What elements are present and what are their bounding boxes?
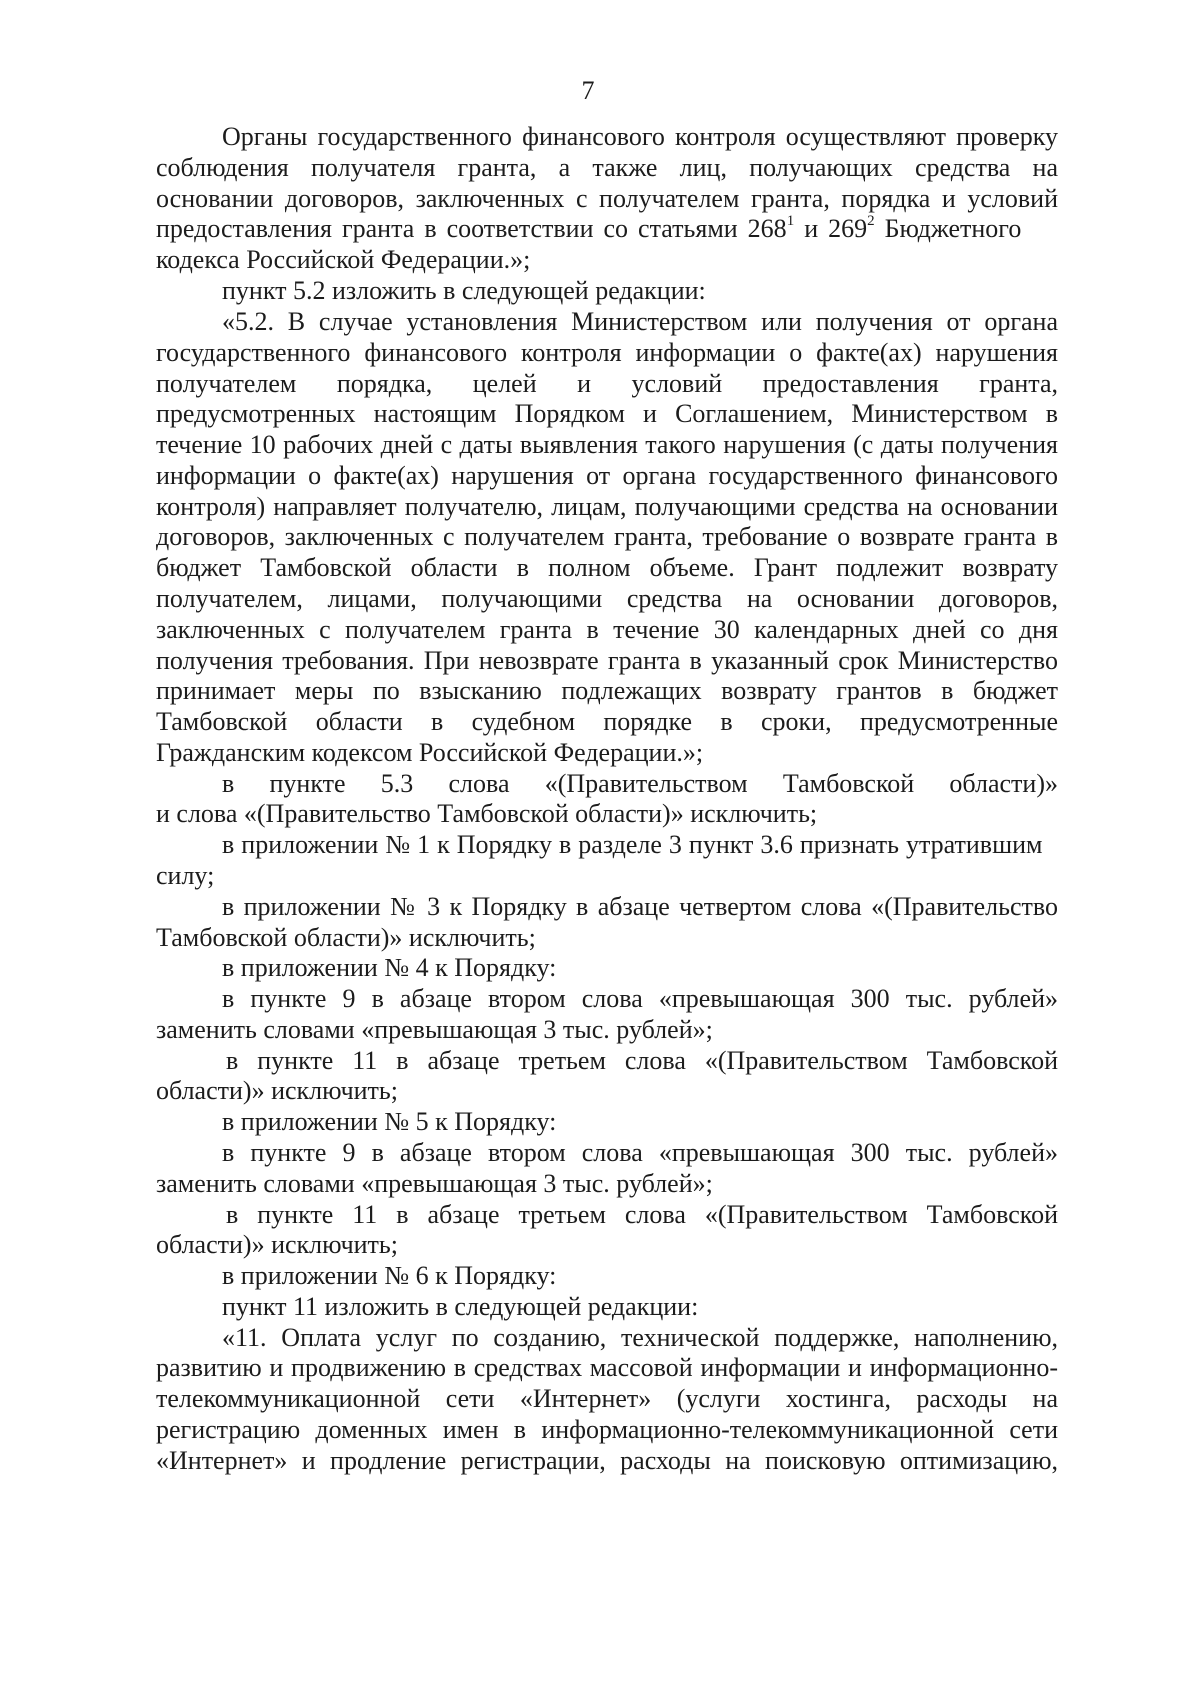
text-line: предусмотренных настоящим Порядком и Соглашением, Министерством в bbox=[156, 399, 1058, 428]
text-line: информации о факте(ах) нарушения от органа государственного финансового bbox=[156, 461, 1058, 490]
text-line: в приложении № 1 к Порядку в разделе 3 пункт 3.6 признать утратившим bbox=[222, 830, 1043, 859]
text-line: в приложении № 3 к Порядку в абзаце четвертом слова «(Правительство bbox=[222, 892, 1058, 921]
text-line: Тамбовской области в судебном порядке в сроки, предусмотренные bbox=[156, 707, 1058, 736]
text-line: в приложении № 4 к Порядку: bbox=[222, 953, 557, 982]
text-line: в пункте 11 в абзаце третьем слова «(Правительством Тамбовской bbox=[226, 1200, 1058, 1229]
text-line: получателем, лицами, получающими средства на основании договоров, bbox=[156, 584, 1058, 613]
text-line: в пункте 11 в абзаце третьем слова «(Правительством Тамбовской bbox=[226, 1046, 1058, 1075]
text-line: «Интернет» и продление регистрации, расходы на поисковую оптимизацию, bbox=[156, 1446, 1058, 1475]
text-line: контроля) направляет получателю, лицам, получающими средства на основании bbox=[156, 492, 1058, 521]
superscript: 2 bbox=[867, 214, 875, 230]
text-line: развитию и продвижению в средствах массовой информации и информационно- bbox=[156, 1353, 1058, 1382]
text-line: Тамбовской области)» исключить; bbox=[156, 923, 536, 952]
text-line: кодекса Российской Федерации.»; bbox=[156, 245, 531, 274]
text-line: телекоммуникационной сети «Интернет» (услуги хостинга, расходы на bbox=[156, 1384, 1058, 1413]
text-line: получателем порядка, целей и условий предоставления гранта, bbox=[156, 369, 1058, 398]
text-line: соблюдения получателя гранта, а также лиц, получающих средства на bbox=[156, 153, 1058, 182]
text-line: пункт 5.2 изложить в следующей редакции: bbox=[222, 276, 706, 305]
text-line: «11. Оплата услуг по созданию, технической поддержке, наполнению, bbox=[222, 1323, 1058, 1352]
text-line: бюджет Тамбовской области в полном объеме. Грант подлежит возврату bbox=[156, 553, 1058, 582]
text-line: в пункте 5.3 слова «(Правительством Тамбовской области)» bbox=[222, 769, 1058, 798]
text-line: получения требования. При невозврате гранта в указанный срок Министерство bbox=[156, 646, 1058, 675]
text-line: принимает меры по взысканию подлежащих возврату грантов в бюджет bbox=[156, 676, 1058, 705]
text-line: области)» исключить; bbox=[156, 1076, 398, 1105]
text-segment: Бюджетного bbox=[874, 214, 1022, 243]
text-line: заключенных с получателем гранта в течение 30 календарных дней со дня bbox=[156, 615, 1058, 644]
text-line: в приложении № 6 к Порядку: bbox=[222, 1261, 557, 1290]
text-line: «5.2. В случае установления Министерством или получения от органа bbox=[222, 307, 1058, 336]
text-line: заменить словами «превышающая 3 тыс. рублей»; bbox=[156, 1169, 713, 1198]
text-line: и слова «(Правительство Тамбовской области)» исключить; bbox=[156, 799, 818, 828]
text-line: Органы государственного финансового контроля осуществляют проверку bbox=[222, 122, 1058, 151]
text-line: государственного финансового контроля информации о факте(ах) нарушения bbox=[156, 338, 1058, 367]
text-line: силу; bbox=[156, 861, 215, 890]
text-line: течение 10 рабочих дней с даты выявления такого нарушения (с даты получения bbox=[156, 430, 1058, 459]
text-line: в приложении № 5 к Порядку: bbox=[222, 1107, 557, 1136]
text-segment: и 269 bbox=[794, 214, 868, 243]
text-line: регистрацию доменных имен в информационно-телекоммуникационной сети bbox=[156, 1415, 1058, 1444]
page-number: 7 bbox=[581, 76, 595, 105]
superscript: 1 bbox=[786, 214, 795, 230]
text-line: в пункте 9 в абзаце втором слова «превышающая 300 тыс. рублей» bbox=[222, 1138, 1058, 1167]
text-line: пункт 11 изложить в следующей редакции: bbox=[222, 1292, 699, 1321]
text-line: договоров, заключенных с получателем гранта, требование о возврате гранта в bbox=[156, 522, 1058, 551]
text-segment: предоставления гранта в соответствии со статьями 268 bbox=[156, 214, 787, 243]
text-line: в пункте 9 в абзаце втором слова «превышающая 300 тыс. рублей» bbox=[222, 984, 1058, 1013]
text-line: области)» исключить; bbox=[156, 1230, 398, 1259]
text-line: Гражданским кодексом Российской Федерации.»; bbox=[156, 738, 704, 767]
text-line: основании договоров, заключенных с получателем гранта, порядка и условий bbox=[156, 184, 1058, 213]
text-line bbox=[156, 214, 1058, 244]
text-line: заменить словами «превышающая 3 тыс. рублей»; bbox=[156, 1015, 713, 1044]
